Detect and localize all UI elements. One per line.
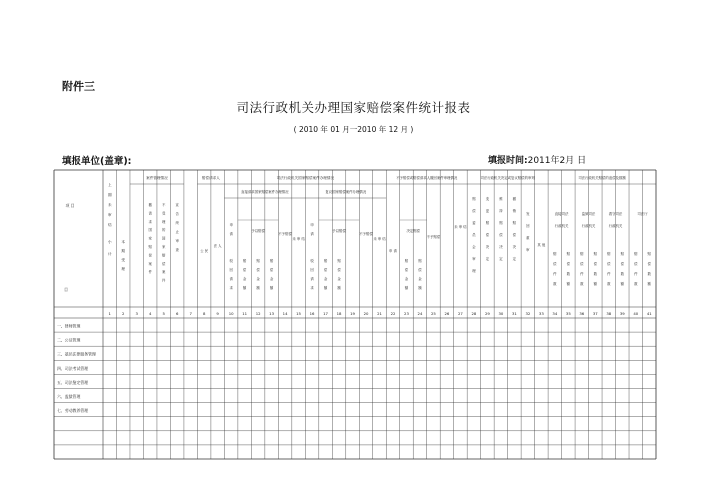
header-c29: 变 [485,197,490,201]
header-c2-lower: 理 [121,267,126,271]
header-c2-lower: 本 [121,240,126,244]
column-number: 30 [498,310,504,316]
header-sub: 额 [418,286,422,290]
header-no-comp: 不予赔偿 [278,232,292,236]
group-court: 不予赔偿或赔偿请求人撤回案件审理情况 [396,176,458,180]
column-number: 29 [484,310,490,316]
header-recovery: 行政机关 [554,224,569,228]
column-number: 3 [135,310,138,316]
header-sub: 偿 [242,268,247,272]
header-recovery-sub: 偿 [566,262,571,266]
column-number: 32 [525,310,531,316]
header-c31: 偿 [512,233,517,237]
row-label: 五、司法鉴定管理 [57,379,89,385]
header-sub: 金 [269,277,274,281]
column-number: 35 [565,310,571,316]
header-c2-lower: 受 [121,258,126,262]
header-court-decide: 决定赔偿 [406,229,421,233]
header-recovery-sub: 数 [607,282,611,286]
header-c6: 宣 [175,203,179,207]
column-number: 27 [458,310,463,316]
column-number: 31 [511,310,517,316]
header-recovery-sub: 偿 [620,262,624,266]
group-direct: 直接请求国家赔偿案件办理情况 [241,190,289,194]
header-c28: 理 [472,269,476,273]
header-c28: 赔 [472,197,476,201]
header-sub: 赔 [242,259,247,263]
header-recovery-sub: 件 [607,272,611,276]
header-c8: 法 人 [213,244,222,248]
header-c31: 赔 [512,221,517,225]
header-c32: 审 [526,248,530,252]
column-number: 2 [122,310,125,316]
header-recovery-sub: 赔 [580,252,584,256]
header-recovery-sub: 数 [647,272,651,276]
header-recovery-sub: 额 [566,282,571,286]
row-label: 三、基层法律服务管理 [57,351,96,357]
header-court-no: 不予赔偿 [426,235,441,239]
header-c4: 请 [148,211,152,216]
header-sub: 偿 [337,268,341,272]
header-recovery-sub: 赔 [607,252,611,256]
header-c31: 定 [512,257,517,261]
header-sub: 偿 [404,268,409,272]
header-recovery: 行政机关 [608,224,623,228]
group-case-mgmt: 案件管理情况 [146,176,168,180]
header-c4: 撤 [148,203,152,207]
report-title: 司法行政机关办理国家赔偿案件统计报表 [236,100,471,115]
column-number: 23 [404,310,409,316]
header-recovery-sub: 赔 [566,252,571,256]
row-label: 二、公证管理 [57,337,81,343]
header-partial: 予以赔偿 [332,229,346,233]
header-c5: 不 [161,203,166,207]
column-number: 12 [255,310,261,316]
header-sub: 赔 [404,259,409,263]
group-reconsider: 复议国家赔偿案件办理情况 [325,190,367,194]
fill-unit-label: 填报单位(盖章): [62,156,132,167]
header-c5: 赔 [161,253,166,258]
header-apply: 申 [310,223,314,227]
header-c4: 求 [148,219,152,224]
column-number: 25 [431,310,436,316]
header-sub: 金 [242,277,247,281]
header-recovery-sub: 数 [593,272,598,276]
header-recovery-sub: 件 [634,272,638,276]
header-c28: 会 [472,245,476,249]
header-c29: 定 [485,257,490,261]
header-sub: 金 [418,277,422,281]
header-sub: 额 [323,286,328,290]
header-c6: 审 [175,239,179,243]
header-recovery-sub: 数 [580,282,584,286]
header-c32: 发 [526,212,530,216]
header-recovery-sub: 偿 [634,262,638,266]
header-reject: 请 [310,277,314,281]
header-sub: 金 [337,277,341,281]
header-c1-lower: 小 [107,240,112,244]
header-c30: 赔 [499,221,503,225]
header-c1: 结 [107,223,112,227]
header-c28: 偿 [472,209,476,213]
header-recovery-sub: 赔 [647,252,651,256]
header-c29: 偿 [485,233,490,237]
header-sub: 金 [256,277,260,281]
header-c1: 审 [107,213,112,217]
header-sub: 额 [337,286,341,290]
column-number: 11 [242,310,248,316]
header-sub: 偿 [269,268,274,272]
header-partial: 予以赔偿 [251,229,265,233]
header-court-unclosed: 未 审 结 [454,225,467,229]
column-number: 18 [336,310,342,316]
header-c30: 维 [499,197,503,201]
column-number: 1 [108,310,111,316]
header-c31: 销 [512,209,517,213]
header-c6: 止 [175,230,179,234]
header-c29: 决 [485,245,490,249]
column-number: 24 [417,310,423,316]
fill-time-value: 2011年2月 日 [527,156,587,166]
header-c31: 撤 [512,197,517,201]
header-unclosed: 未 审 结 [373,237,386,241]
header-reject: 回 [310,268,314,272]
group-judicial: 司法行政机关国家赔偿案件办理情况 [276,176,335,180]
header-c6: 终 [175,221,179,225]
header-recovery-sub: 赔 [620,252,624,256]
column-number: 34 [552,310,558,316]
header-c7: 公 民 [200,249,209,253]
header-reject: 回 [229,268,233,272]
column-number: 40 [633,310,639,316]
column-number: 5 [162,310,165,316]
column-number: 13 [269,310,275,316]
header-c6: 查 [175,248,179,252]
header-unclosed: 未 审 结 [292,237,305,241]
header-no-comp: 不予赔偿 [359,232,373,236]
header-recovery: 看守司法 [608,212,623,216]
header-recovery-sub: 件 [553,272,557,276]
row-label: 六、监狱管理 [57,394,81,399]
column-number: 22 [390,310,396,316]
header-sub: 赔 [256,259,260,263]
row-label: 一、律师管理 [57,323,81,329]
header-reject: 请 [229,277,233,281]
header-sub: 偿 [323,268,328,272]
header-court-apply: 申 请 [389,249,397,253]
header-recovery-sub: 额 [620,282,624,286]
header-recovery-sub: 赔 [593,252,598,256]
header-c4: 件 [148,270,152,275]
column-number: 37 [592,310,598,316]
header-c4: 赔 [148,245,152,249]
header-c5: 国 [161,236,166,241]
column-number: 33 [538,310,544,316]
header-recovery: 直接司法 [554,212,569,216]
header-c31: 决 [512,245,517,249]
header-c5: 的 [161,228,166,233]
header-c1: 期 [107,193,112,197]
group-claimant: 赔偿请求人 [201,176,220,180]
corner-label-bottom: 目 [64,287,68,292]
header-apply: 申 [229,223,233,227]
header-recovery: 行政机关 [581,224,596,228]
header-recovery-sub: 偿 [607,262,611,266]
column-number: 4 [148,310,152,316]
header-c30: 决 [499,245,503,249]
column-number: 26 [444,310,450,316]
header-sub: 偿 [256,268,260,272]
column-number: 8 [202,310,206,316]
header-c29: 更 [485,209,490,213]
header-sub: 赔 [337,259,341,263]
fill-time-label: 填报时间: [488,156,528,166]
header-c4: 家 [148,236,152,241]
column-number: 38 [606,310,612,316]
header-c5: 件 [161,278,166,283]
fill-time [488,153,586,166]
header-c5: 案 [161,270,166,275]
column-number: 28 [471,310,477,316]
group-court-decision: 司法行政机关决定或复议赔偿的审判 [480,176,535,180]
header-c5: 理 [161,219,166,224]
column-number: 7 [189,310,192,316]
header-c5: 受 [161,211,166,216]
header-recovery-sub: 赔 [634,252,638,256]
header-recovery-sub: 偿 [580,262,584,266]
header-sub: 额 [269,286,274,290]
header-recovery-sub: 偿 [647,262,651,266]
column-number: 14 [282,310,288,316]
header-apply: 请 [310,232,314,236]
header-c5: 偿 [161,261,166,266]
header-c30: 定 [499,257,503,261]
header-sub: 金 [323,277,328,281]
header-c4: 国 [148,228,152,233]
row-label: 四、司法考试管理 [57,365,89,371]
header-c32: 回 [526,224,530,228]
header-c2-lower: 期 [121,249,126,253]
attachment-label: 附件三 [62,80,95,93]
header-c32: 重 [526,236,530,240]
header-recovery-sub: 数 [566,272,571,276]
header-sub: 金 [404,277,409,281]
header-c6: 告 [175,212,179,216]
group-recovery: 司法行政机关赔偿的追偿及数额 [578,176,626,180]
column-number: 19 [350,310,355,316]
header-recovery-sub: 件 [580,272,584,276]
header-c30: 持 [499,209,503,213]
header-recovery-sub: 赔 [553,252,557,256]
header-c5: 家 [161,245,166,249]
header-c28: 审 [472,257,476,261]
header-c1: 上 [107,183,112,187]
header-reject: 驳 [310,259,314,263]
header-sub: 赔 [269,259,274,263]
column-number: 10 [228,310,234,316]
header-recovery-sub: 数 [634,282,638,286]
header-recovery: 司法厅 [637,212,648,216]
header-reject: 驳 [229,259,233,263]
header-recovery-sub: 偿 [593,262,598,266]
header-recovery-sub: 额 [647,282,651,286]
column-number: 39 [619,310,625,316]
header-recovery-sub: 偿 [553,262,557,266]
header-recovery-sub: 数 [553,282,557,286]
column-number: 41 [646,310,652,316]
column-number: 9 [216,310,219,316]
column-number: 36 [579,310,585,316]
column-number: 15 [296,310,301,316]
header-c4: 案 [148,261,152,266]
header-sub: 额 [404,286,409,290]
column-number: 6 [175,310,179,316]
header-sub: 偿 [418,268,422,272]
header-sub: 额 [256,286,260,290]
header-recovery-sub: 额 [593,282,598,286]
header-c29: 赔 [485,221,490,225]
report-period: ( 2010 年 01 月一2010 年 12 月 ) [293,125,414,134]
column-number: 21 [377,310,382,316]
header-recovery-sub: 数 [620,272,624,276]
header-sub: 赔 [418,259,422,263]
corner-label-top: 项 目 [65,203,75,208]
header-reject: 求 [310,286,314,290]
header-reject: 求 [229,286,233,290]
header-c1-lower: 计 [107,252,112,256]
column-number: 16 [309,310,315,316]
header-c33: 其 他 [537,243,546,247]
header-c1: 未 [107,203,112,207]
header-c28: 员 [472,233,476,237]
header-c30: 偿 [499,233,503,237]
column-number: 17 [323,310,328,316]
row-label: 七、劳动教养管理 [57,408,89,414]
header-sub: 赔 [323,259,328,263]
column-number: 20 [363,310,369,316]
header-c28: 委 [472,221,476,225]
header-c4: 偿 [148,253,152,258]
header-sub: 额 [242,286,247,290]
header-apply: 请 [229,232,233,236]
header-recovery: 监狱司法 [581,212,596,216]
